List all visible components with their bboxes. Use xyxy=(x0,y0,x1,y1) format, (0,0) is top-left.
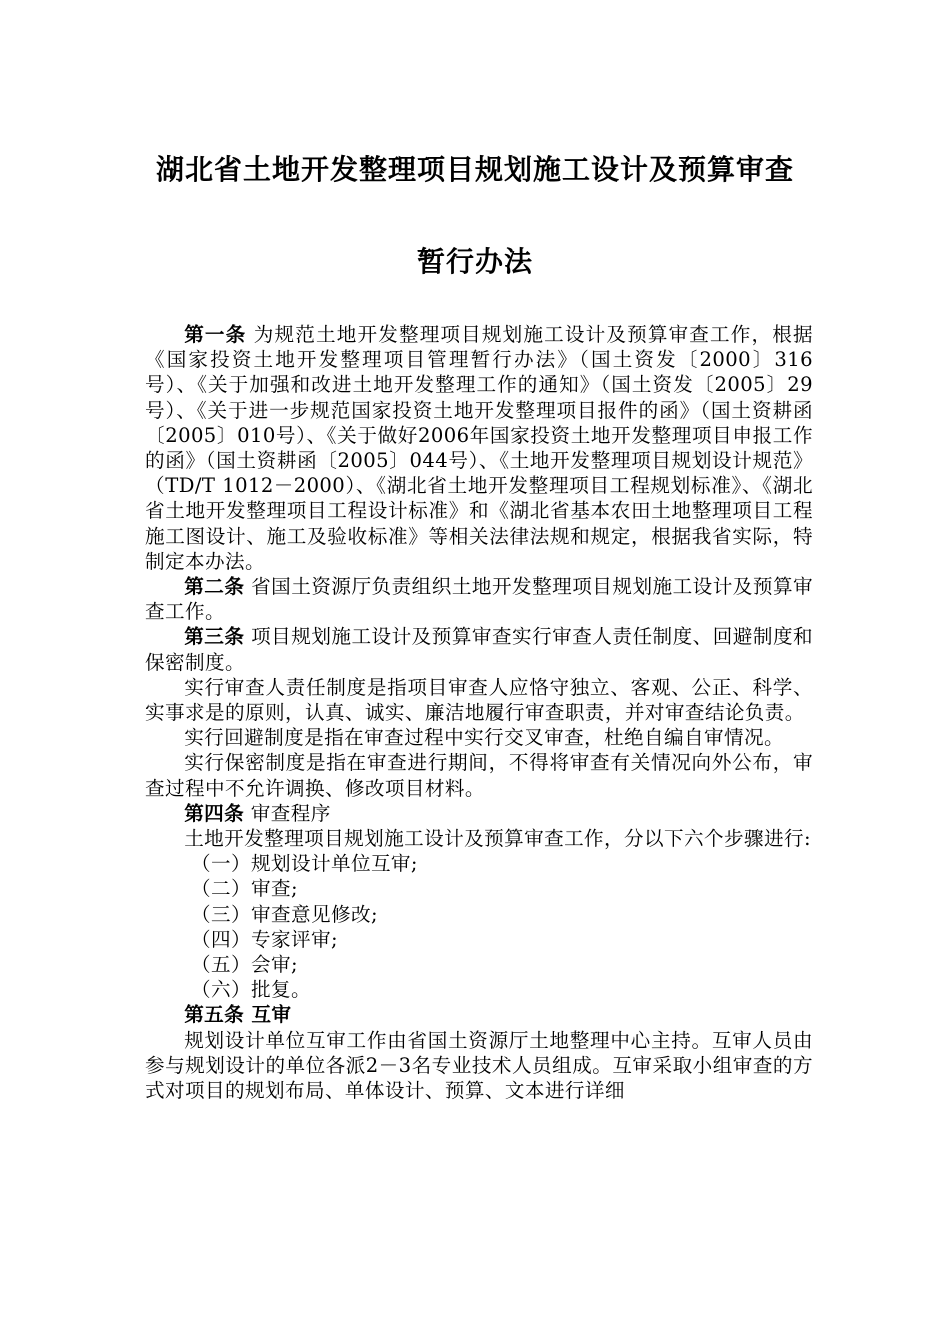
article-4-step-3: （三）审查意见修改; xyxy=(191,902,378,926)
article-4-label: 第四条 xyxy=(184,801,245,825)
article-5-label: 第五条 xyxy=(184,1003,245,1027)
article-1-label: 第一条 xyxy=(184,323,247,346)
article-3-paragraph-1: 实行审查人责任制度是指项目审查人应恪守独立、客观、公正、科学、实事求是的原则，认真、诚实、廉洁地履行审查职责，并对审查结论负责。 xyxy=(145,675,813,725)
article-2 xyxy=(145,574,813,624)
article-4-step-4: （四）专家评审; xyxy=(191,927,338,951)
article-1-text: 为规范土地开发整理项目规划施工设计及预算审查工作，根据《国家投资土地开发整理项目管理暂行办法》（国土资发〔2000〕316号）、《关于加强和改进土地开发整理工作的通知》（国土资发〔2005〕29号）、《关于进一步规范国家投资土地开发整理项目报件的函》（国土资耕函〔2005〕010号）、《关于做好2006年国家投资土地开发整理项目申报工作的函》（国土资耕函〔2005〕044号）、《土地开发整理项目规划设计规范》（TD/T 1012－2000）、《湖北省土地开发整理项目工程规划标准》、《湖北省土地开发整理项目工程设计标准》和《湖北省基本农田土地整理项目工程施工图设计、施工及验收标准》等相关法律法规和规定，根据我省实际，特制定本办法。 xyxy=(145,323,813,573)
document-title-line-1: 湖北省土地开发整理项目规划施工设计及预算审查 xyxy=(155,153,794,186)
article-4-step-1: （一）规划设计单位互审; xyxy=(191,852,418,876)
article-5 xyxy=(145,1002,813,1027)
article-2-label: 第二条 xyxy=(184,575,245,599)
document-title-line-2: 暂行办法 xyxy=(416,245,533,278)
article-4-step-2: （二）审查; xyxy=(191,877,298,901)
article-4-heading: 审查程序 xyxy=(244,801,331,825)
article-3-text: 项目规划施工设计及预算审查实行审查人责任制度、回避制度和保密制度。 xyxy=(145,625,814,674)
document-body xyxy=(145,322,813,1103)
article-4 xyxy=(145,801,813,826)
article-3-paragraph-3: 实行保密制度是指在审查进行期间，不得将审查有关情况向外公布，审查过程中不允许调换、修改项目材料。 xyxy=(145,751,813,800)
article-5-heading: 互审 xyxy=(244,1003,292,1027)
article-1 xyxy=(145,322,813,574)
article-3 xyxy=(145,624,813,674)
article-5-text: 规划设计单位互审工作由省国土资源厅土地整理中心主持。互审人员由参与规划设计的单位各派2－3名专业技术人员组成。互审采取小组审查的方式对项目的规划布局、单体设计、预算、文本进行详细 xyxy=(145,1028,813,1103)
article-4-step-5: （五）会审; xyxy=(191,953,298,977)
article-3-label: 第三条 xyxy=(184,625,245,649)
article-4-intro: 土地开发整理项目规划施工设计及预算审查工作，分以下六个步骤进行: xyxy=(184,827,811,851)
article-2-text: 省国土资源厅负责组织土地开发整理项目规划施工设计及预算审查工作。 xyxy=(145,575,814,624)
article-4-step-6: （六）批复。 xyxy=(191,978,311,1002)
article-3-paragraph-2: 实行回避制度是指在审查过程中实行交叉审查，杜绝自编自审情况。 xyxy=(184,726,784,750)
